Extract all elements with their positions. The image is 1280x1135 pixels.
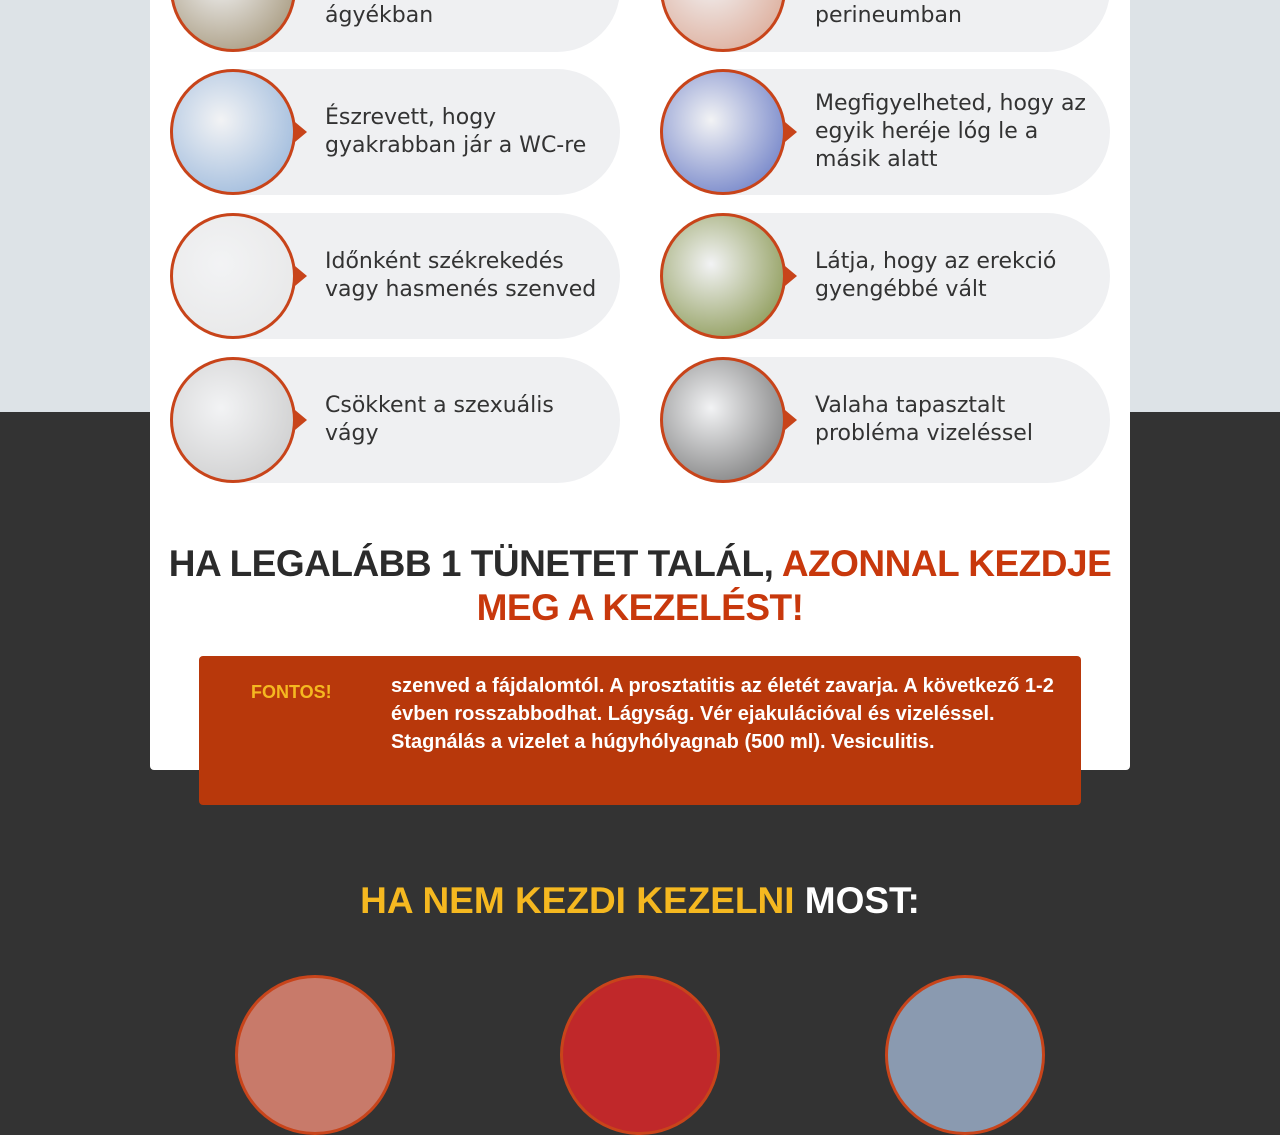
important-box [199,656,1081,805]
symptom-item [660,357,1110,483]
important-text: szenved a fájdalomtól. A prosztatitis az életét zavarja. A következő 1-2 évben rosszabbodhat. Lágyság. Vér ejakulációval és vizeléssel. Stagnálás a vizelet a húgyhólyagnab (500 ml). Vesiculitis. [391,675,1054,753]
arrow-icon [295,122,307,142]
symptom-text: Valaha tapasztalt probléma vizeléssel [815,393,1033,446]
symptoms-heading [150,542,1130,630]
consequence-image [235,975,395,1135]
consequence-image [560,975,720,1135]
symptom-image [170,69,296,195]
symptom-text: Megfigyelheted, hogy az egyik heréje lóg le a másik alatt [815,91,1086,172]
important-label: FONTOS! [251,682,332,702]
symptom-text: Észrevett, hogy gyakrabban jár a WC-re [325,105,587,158]
arrow-icon [295,410,307,430]
warning-heading-part2: MOST: [804,880,920,921]
warning-heading [0,880,1280,922]
symptom-text: ágyékban [325,3,434,28]
symptom-image [660,357,786,483]
symptom-item [660,213,1110,339]
symptom-text: Látja, hogy az erekció gyengébbé vált [815,249,1057,302]
symptom-item [660,69,1110,195]
symptom-text: Csökkent a szexuális vágy [325,393,554,446]
symptom-item [170,213,620,339]
symptom-text: Időnként székrekedés vagy hasmenés szenved [325,249,597,302]
symptom-item [170,357,620,483]
heading-part1: HA LEGALÁBB 1 TÜNETET TALÁL, [168,543,782,584]
symptom-text: perineumban [815,3,962,28]
arrow-icon [785,122,797,142]
symptom-item [660,0,1110,52]
arrow-icon [785,266,797,286]
symptom-image [170,213,296,339]
heading-part2: AZONNAL KEZDJE MEG A KEZELÉST! [476,543,1112,628]
symptom-image [170,357,296,483]
symptom-item [170,0,620,52]
warning-heading-part1: HA NEM KEZDI KEZELNI [360,880,805,921]
symptom-image [660,69,786,195]
symptom-image [660,213,786,339]
consequence-image [885,975,1045,1135]
arrow-icon [785,410,797,430]
arrow-icon [295,266,307,286]
symptom-item [170,69,620,195]
